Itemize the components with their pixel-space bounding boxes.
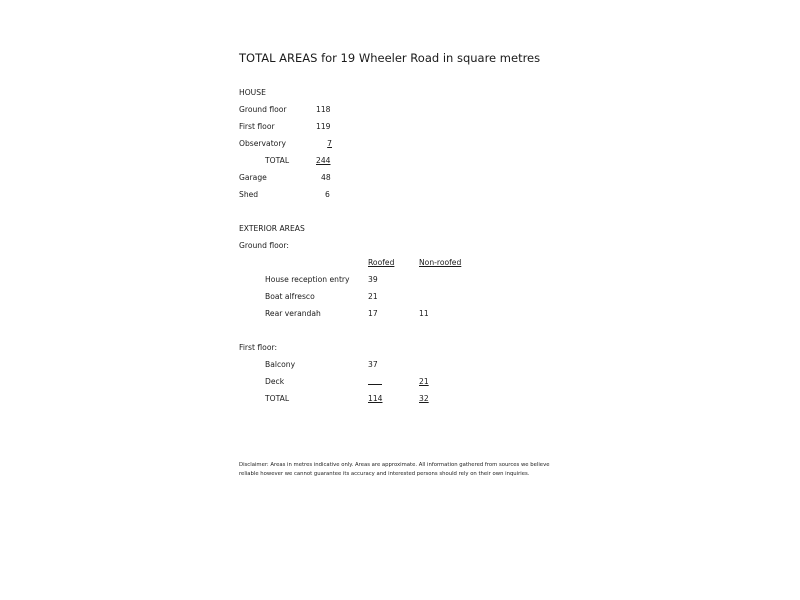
house-total-value: 244 — [316, 156, 331, 165]
exterior-first-floor-heading: First floor: — [239, 343, 278, 352]
house-reception-entry-roofed: 39 — [368, 275, 378, 284]
deck-label: Deck — [265, 377, 285, 386]
disclaimer-line-1: Disclaimer: Areas in metres indicative only. Areas are approximate. All information gathered from sources we believe — [239, 462, 550, 468]
rear-verandah-non-roofed: 11 — [419, 309, 429, 318]
garage-value: 48 — [321, 173, 331, 182]
roofed-column-header: Roofed — [368, 258, 395, 267]
garage-label: Garage — [239, 173, 267, 182]
exterior-total-roofed: 114 — [368, 394, 383, 403]
balcony-roofed: 37 — [368, 360, 378, 369]
house-reception-entry-label: House reception entry — [265, 275, 350, 284]
shed-label: Shed — [239, 190, 259, 199]
rear-verandah-label: Rear verandah — [265, 309, 321, 318]
ground-floor-value: 118 — [316, 105, 331, 114]
boat-alfresco-label: Boat alfresco — [265, 292, 315, 301]
exterior-heading: EXTERIOR AREAS — [239, 224, 305, 233]
exterior-ground-floor-heading: Ground floor: — [239, 241, 289, 250]
rear-verandah-roofed: 17 — [368, 309, 378, 318]
house-heading: HOUSE — [239, 88, 266, 97]
first-floor-label: First floor — [239, 122, 275, 131]
disclaimer-line-2: reliable however we cannot guarantee its accuracy and interested persons should rely on their own inquiries. — [239, 471, 530, 477]
first-floor-value: 119 — [316, 122, 331, 131]
ground-floor-label: Ground floor — [239, 105, 287, 114]
exterior-total-non-roofed: 32 — [419, 394, 429, 403]
balcony-label: Balcony — [265, 360, 296, 369]
deck-roofed-blank — [368, 377, 382, 387]
observatory-label: Observatory — [239, 139, 286, 148]
document-title: TOTAL AREAS for 19 Wheeler Road in square metres — [239, 51, 541, 65]
observatory-value: 7 — [327, 139, 332, 148]
house-total-label: TOTAL — [265, 156, 290, 165]
exterior-total-label: TOTAL — [265, 394, 290, 403]
non-roofed-column-header: Non-roofed — [419, 258, 462, 267]
shed-value: 6 — [325, 190, 330, 199]
boat-alfresco-roofed: 21 — [368, 292, 378, 301]
deck-non-roofed: 21 — [419, 377, 429, 386]
